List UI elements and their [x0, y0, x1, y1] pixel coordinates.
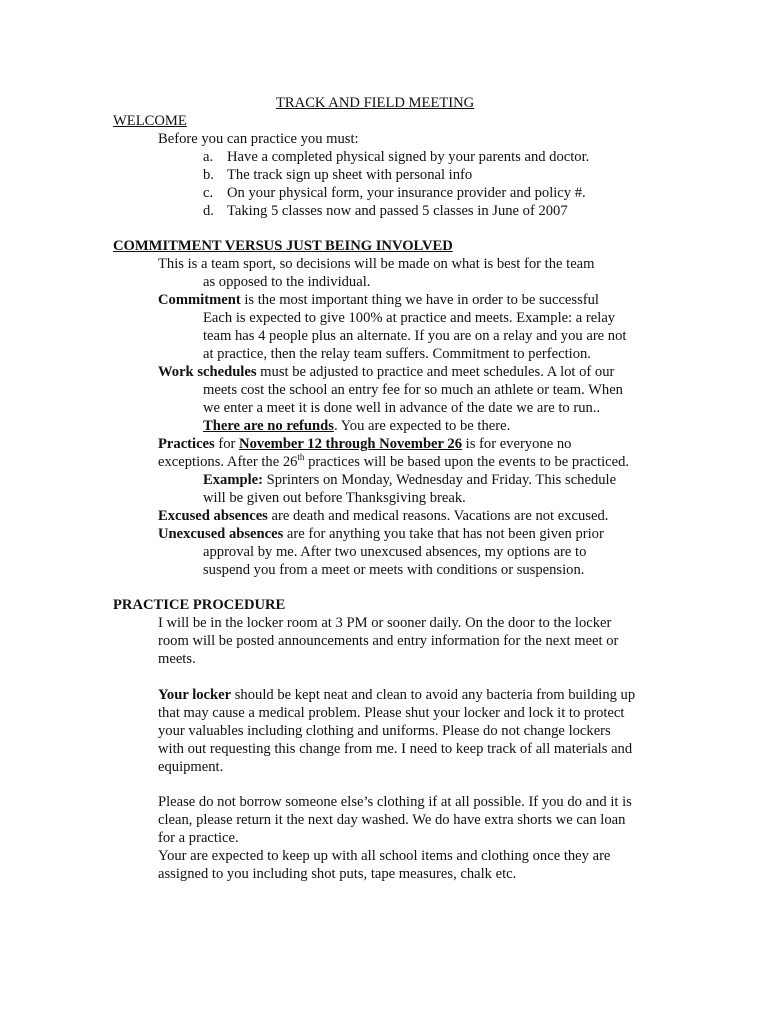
example-line	[203, 471, 616, 489]
practices-line	[158, 435, 571, 453]
team-sport-line: as opposed to the individual.	[203, 274, 371, 290]
borrow-clothing-line: for a practice.	[158, 830, 239, 846]
excused-text: are death and medical reasons. Vacations are not excused.	[267, 508, 609, 524]
unexcused-line: suspend you from a meet or meets with conditions or suspension.	[203, 562, 585, 578]
commitment-term: Commitment	[158, 292, 241, 308]
your-locker-line: equipment.	[158, 759, 224, 775]
exceptions-text: exceptions. After the 26	[158, 454, 298, 470]
locker-room-line: room will be posted announcements and entry information for the next meet or	[158, 633, 619, 649]
welcome-heading: WELCOME	[113, 113, 187, 129]
your-locker-line: your valuables including clothing and uniforms. Please do not change lockers	[158, 723, 611, 739]
commitment-paragraph-line: at practice, then the relay team suffers. Commitment to perfection.	[203, 346, 591, 362]
excused-line	[158, 507, 608, 525]
exceptions-text-rest: practices will be based upon the events to be practiced.	[304, 454, 630, 470]
welcome-item-marker: c.	[203, 185, 214, 201]
work-schedules-line: meets cost the school an entry fee for so much an athlete or team. When	[203, 382, 623, 398]
borrow-clothing-line: Please do not borrow someone else’s clothing if at all possible. If you do and it is	[158, 794, 632, 810]
locker-room-line: I will be in the locker room at 3 PM or sooner daily. On the door to the locker	[158, 615, 612, 631]
welcome-intro: Before you can practice you must:	[158, 131, 359, 147]
example-text: Sprinters on Monday, Wednesday and Friday. This schedule	[263, 472, 617, 488]
welcome-item-text: Taking 5 classes now and passed 5 classes in June of 2007	[227, 203, 568, 219]
practices-for-text: for	[214, 436, 240, 452]
welcome-item-text: Have a completed physical signed by your parents and doctor.	[227, 149, 590, 165]
commitment-text: is the most important thing we have in order to be successful	[240, 292, 599, 308]
practices-text: is for everyone no	[462, 436, 572, 452]
no-refunds-term: There are no refunds	[203, 418, 334, 434]
borrow-clothing-line: clean, please return it the next day washed. We do have extra shorts we can loan	[158, 812, 626, 828]
your-locker-text: should be kept neat and clean to avoid any bacteria from building up	[231, 687, 636, 703]
ordinal-suffix: th	[297, 452, 305, 463]
no-refunds-line	[203, 417, 510, 435]
welcome-item-text: On your physical form, your insurance provider and policy #.	[227, 185, 586, 201]
work-schedules-text: must be adjusted to practice and meet schedules. A lot of our	[256, 364, 615, 380]
exceptions-line	[158, 453, 629, 471]
unexcused-text: are for anything you take that has not been given prior	[283, 526, 604, 542]
commitment-paragraph-line: Each is expected to give 100% at practice and meets. Example: a relay	[203, 310, 616, 326]
work-schedules-line	[158, 363, 614, 381]
welcome-item-marker: a.	[203, 149, 214, 165]
example-term: Example:	[203, 472, 263, 488]
team-sport-line: This is a team sport, so decisions will be made on what is best for the team	[158, 256, 595, 272]
no-refunds-text: . You are expected to be there.	[333, 418, 511, 434]
work-schedules-term: Work schedules	[158, 364, 257, 380]
document-title: TRACK AND FIELD MEETING	[276, 95, 475, 111]
your-locker-line	[158, 686, 635, 704]
school-items-line: assigned to you including shot puts, tape measures, chalk etc.	[158, 866, 517, 882]
your-locker-line: that may cause a medical problem. Please shut your locker and lock it to protect	[158, 705, 625, 721]
unexcused-line	[158, 525, 604, 543]
practices-dates: November 12 through November 26	[239, 436, 462, 452]
your-locker-term: Your locker	[158, 687, 232, 703]
commitment-paragraph-line: team has 4 people plus an alternate. If you are on a relay and you are not	[203, 328, 627, 344]
your-locker-line: with out requesting this change from me. I need to keep track of all materials and	[158, 741, 633, 757]
unexcused-term: Unexcused absences	[158, 526, 284, 542]
excused-term: Excused absences	[158, 508, 268, 524]
school-items-line: Your are expected to keep up with all school items and clothing once they are	[158, 848, 611, 864]
welcome-item-marker: d.	[203, 203, 214, 219]
example-line: will be given out before Thanksgiving break.	[203, 490, 466, 506]
locker-room-line: meets.	[158, 651, 196, 667]
unexcused-line: approval by me. After two unexcused absences, my options are to	[203, 544, 587, 560]
work-schedules-line: we enter a meet it is done well in advance of the date we are to run..	[203, 400, 601, 416]
welcome-item-text: The track sign up sheet with personal info	[227, 167, 473, 183]
commitment-heading: COMMITMENT VERSUS JUST BEING INVOLVED	[113, 238, 453, 254]
practices-term: Practices	[158, 436, 215, 452]
practice-procedure-heading: PRACTICE PROCEDURE	[113, 597, 286, 613]
welcome-item-marker: b.	[203, 167, 214, 183]
commitment-paragraph-line	[158, 291, 599, 309]
